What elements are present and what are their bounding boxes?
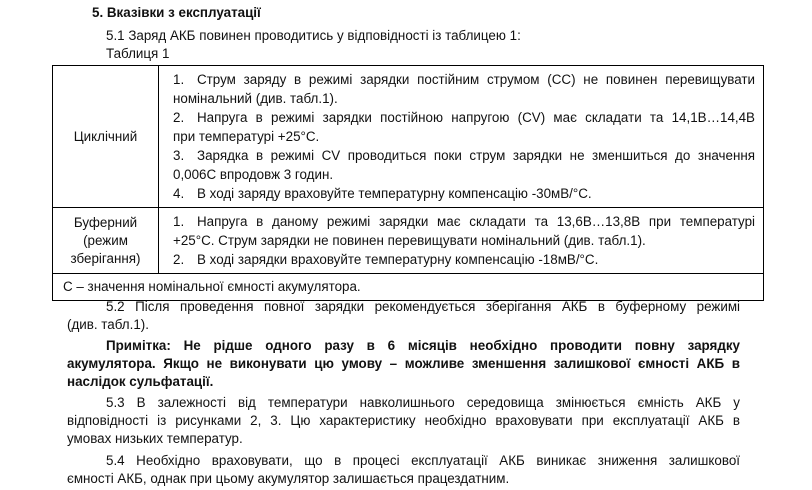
list-item: 2. Напруга в режимі зарядки постійною напругою (CV) має складати та 14,1В…14,4В — [173, 110, 755, 125]
cyclic-instructions: 1. Струм заряду в режимі зарядки постійним струмом (CC) не повинен перевищувати номінальний (див. табл.1). 2. Напруга в режимі зарядки постійною напругою (CV) має складати та 14,1В…14,4В при температурі +25°С. 3. Зарядка в режимі CV проводиться поки струм зарядки не зменшиться до значення 0,006С впродовж 3 годин. 4. В ході заряду враховуйте температурну компенсацію -30мВ/°С. — [159, 66, 764, 208]
section-title: 5. Вказівки з експлуатації — [92, 5, 261, 20]
table-row-cyclic — [53, 66, 764, 208]
paragraph-5-3-line1: 5.3 В залежності від температури навколишнього середовища змінюється ємність АКБ у — [106, 395, 740, 410]
list-item: 4. В ході заряду враховуйте температурну компенсацію -30мВ/°С. — [173, 186, 592, 201]
paragraph-5-2-line2: (див. табл.1). — [67, 317, 149, 332]
paragraph-5-2-line1: 5.2 Після проведення повної зарядки рекомендується зберігання АКБ в буферному режимі — [106, 299, 740, 314]
table-note: С – значення номінальної ємності акумулятора. — [53, 274, 764, 301]
paragraph-5-1: 5.1 Заряд АКБ повинен проводитись у відповідності із таблицею 1: — [106, 28, 521, 43]
paragraph-5-3-line3: умовах низьких температур. — [67, 431, 243, 446]
paragraph-5-4-line2: ємності АКБ, однак при цьому акумулятор залишається працездатним. — [67, 471, 510, 486]
remark-line2: акумулятора. Якщо не виконувати цю умову – можливе зменшення залишкової ємності АКБ в — [67, 356, 740, 371]
list-item: 3. Зарядка в режимі CV проводиться поки струм зарядки не зменшиться до значення — [173, 148, 755, 163]
table-note-row — [53, 274, 764, 301]
list-item: 1. Напруга в даному режимі зарядки має складати та 13,6В…13,8В при температурі — [173, 214, 755, 229]
list-item: 2. В ході зарядки враховуйте температурну компенсацію -18мВ/°С. — [173, 252, 599, 267]
remark-line1: Примітка: Не рідше одного разу в 6 місяців необхідно проводити повну зарядку — [106, 338, 740, 353]
paragraph-5-3-line2: відповідності із рисунками 2, 3. Цю характеристику необхідно враховувати при експлуатації АКБ в — [67, 413, 740, 428]
buffer-label: Буферний (режим зберігання) — [53, 208, 159, 274]
charge-table — [52, 65, 764, 301]
table-row-buffer — [53, 208, 764, 274]
paragraph-5-4-line1: 5.4 Необхідно враховувати, що в процесі експлуатації АКБ виникає зниження залишкової — [106, 453, 740, 468]
remark-line3: наслідок сульфатації. — [67, 374, 214, 389]
list-item: 1. Струм заряду в режимі зарядки постійним струмом (CC) не повинен перевищувати — [173, 72, 755, 87]
table-caption: Таблиця 1 — [106, 46, 170, 61]
cyclic-label: Циклічний — [53, 66, 159, 208]
buffer-instructions: 1. Напруга в даному режимі зарядки має складати та 13,6В…13,8В при температурі +25°С. Струм зарядки не повинен перевищувати номінальний (див. табл.1). 2. В ході зарядки враховуйте температурну компенсацію -18мВ/°С. — [159, 208, 764, 274]
